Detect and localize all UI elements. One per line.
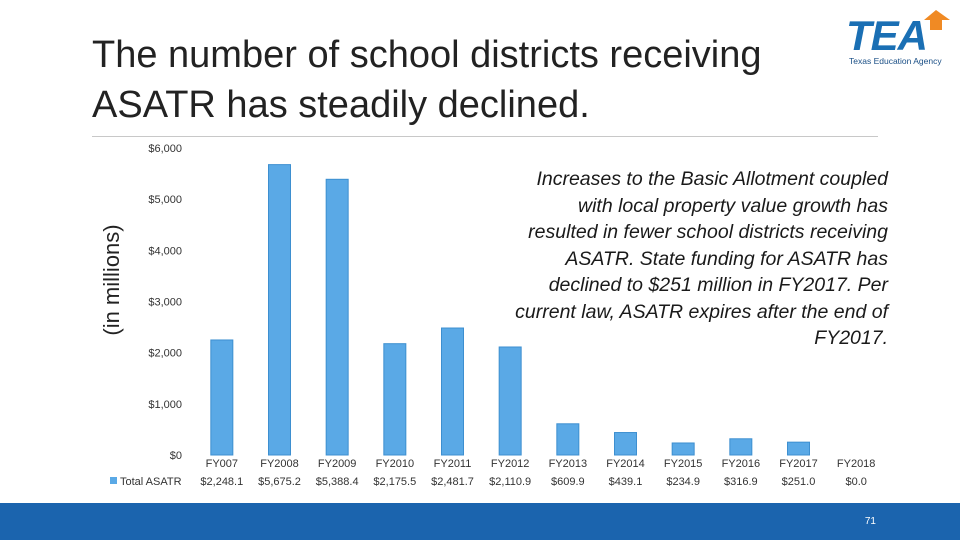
bar bbox=[730, 439, 752, 455]
category-label: FY2015 bbox=[663, 458, 703, 470]
category-label: FY2012 bbox=[490, 458, 530, 470]
value-label: $5,675.2 bbox=[258, 476, 301, 488]
value-label: $316.9 bbox=[724, 476, 758, 488]
category-label: FY2018 bbox=[836, 458, 876, 470]
y-tick-label: $0 bbox=[169, 450, 182, 462]
bar bbox=[211, 340, 233, 455]
value-label: $439.1 bbox=[608, 476, 643, 488]
y-tick-label: $4,000 bbox=[148, 245, 182, 258]
slide-title: The number of school districts receiving ASATR has steadily declined. bbox=[92, 34, 762, 126]
bar bbox=[672, 443, 694, 455]
category-label: FY2017 bbox=[779, 458, 818, 470]
category-label: FY2010 bbox=[375, 458, 415, 470]
y-axis-label: (in millions) bbox=[99, 224, 124, 336]
value-label: $2,481.7 bbox=[431, 476, 474, 488]
legend-swatch bbox=[110, 477, 117, 484]
bar bbox=[326, 179, 348, 455]
bar bbox=[788, 442, 810, 455]
y-tick-label: $2,000 bbox=[148, 347, 182, 360]
bar bbox=[269, 165, 291, 455]
y-tick-label: $3,000 bbox=[148, 296, 182, 309]
category-label: FY2011 bbox=[433, 458, 472, 470]
value-label: $2,175.5 bbox=[373, 476, 417, 488]
category-label: FY2008 bbox=[260, 458, 299, 470]
bar bbox=[557, 424, 579, 455]
value-label: $5,388.4 bbox=[315, 476, 359, 488]
explanatory-note: Increases to the Basic Allotment coupled with local property value growth has resulted in fewer school districts receiving ASATR. State funding for ASATR has declined to $251 million in FY2017. Per current law, ASATR expires after the end of FY2017. bbox=[515, 168, 888, 349]
footer-bar bbox=[0, 503, 960, 540]
y-tick-label: $6,000 bbox=[148, 143, 182, 155]
value-label: $609.9 bbox=[551, 476, 585, 488]
category-label: FY2016 bbox=[721, 458, 761, 470]
value-label: $2,248.1 bbox=[200, 476, 244, 488]
value-label: $2,110.9 bbox=[489, 476, 532, 488]
bar bbox=[615, 433, 637, 455]
legend-label: Total ASATR bbox=[120, 476, 182, 488]
value-label: $251.0 bbox=[781, 476, 816, 488]
logo-text: TEA bbox=[846, 12, 927, 59]
value-label: $234.9 bbox=[666, 476, 700, 488]
category-label: FY2013 bbox=[548, 458, 588, 470]
category-label: FY2014 bbox=[606, 458, 645, 470]
bar bbox=[442, 328, 464, 455]
value-label: $0.0 bbox=[845, 476, 867, 488]
bar bbox=[384, 344, 406, 455]
category-label: FY2009 bbox=[317, 458, 357, 470]
bar bbox=[499, 347, 521, 455]
logo-subtitle: Texas Education Agency bbox=[849, 56, 942, 66]
y-tick-label: $5,000 bbox=[148, 194, 182, 207]
category-label: FY007 bbox=[205, 458, 239, 470]
y-tick-label: $1,000 bbox=[148, 398, 182, 411]
page-number: 71 bbox=[864, 516, 876, 527]
